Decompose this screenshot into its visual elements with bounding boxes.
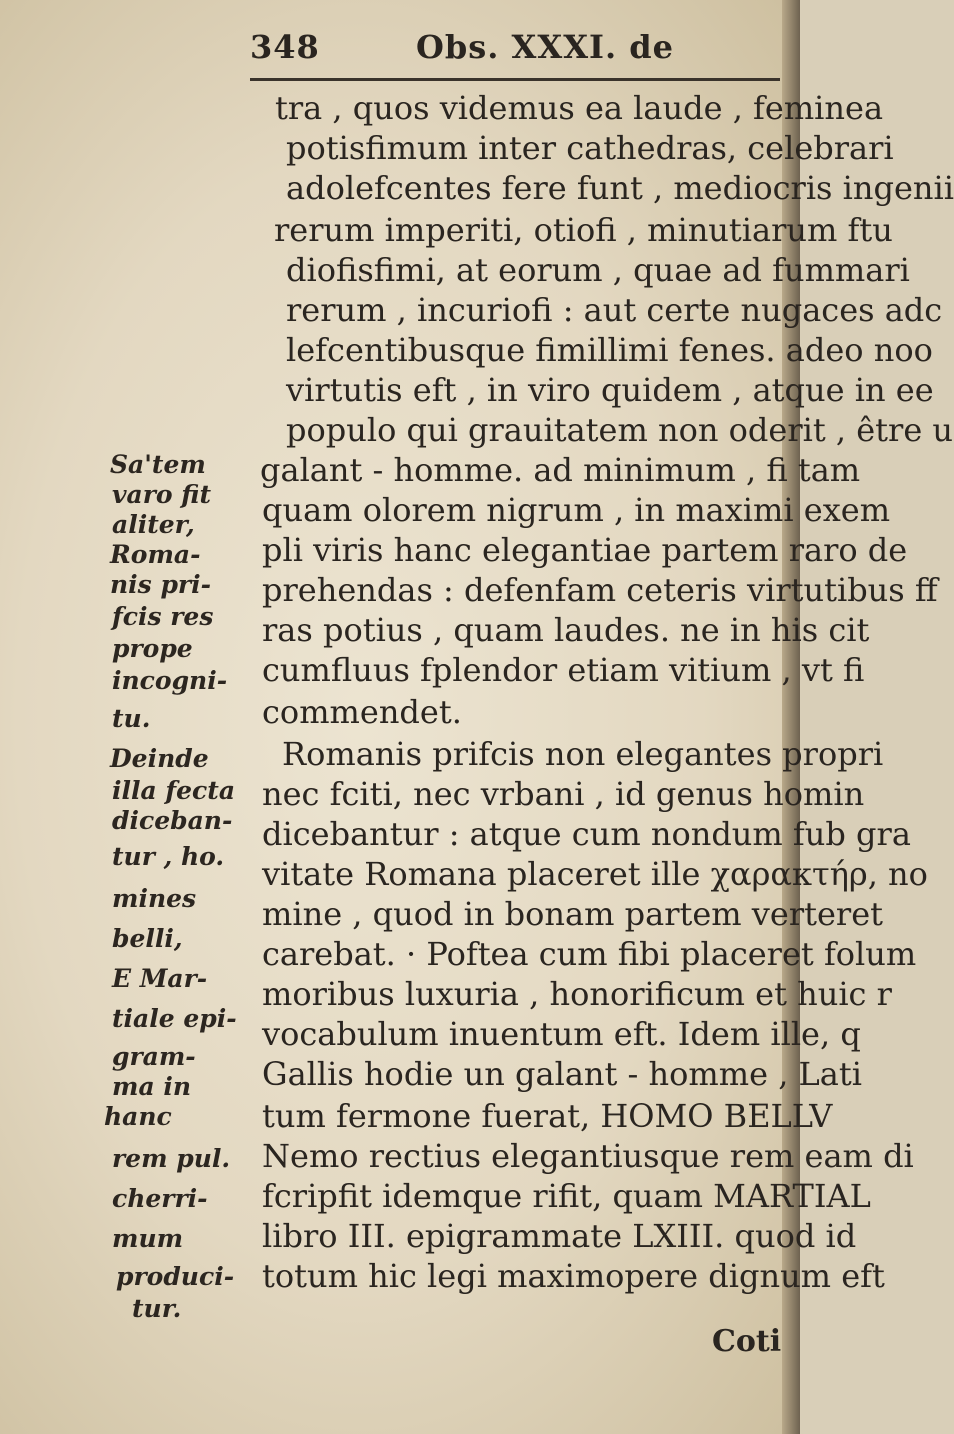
header-rule (250, 78, 780, 81)
text-line: pli viris hanc elegantiae partem raro de (262, 531, 908, 569)
text-line: ras potius , quam laudes. ne in his cit (262, 611, 870, 649)
margin-note: tur. (132, 1294, 182, 1323)
margin-note: ma in (112, 1072, 192, 1101)
text-line: Gallis hodie un galant - homme , Lati (262, 1055, 862, 1093)
text-line: commendet. (262, 693, 462, 731)
text-line: moribus luxuria , honorificum et huic r (262, 975, 892, 1013)
margin-note: tur , ho. (112, 842, 225, 871)
text-line: vocabulum inuentum eft. Idem ille, q (262, 1015, 861, 1053)
text-line: dicebantur : atque cum nondum fub gra (262, 815, 911, 853)
margin-note: Roma- (110, 540, 201, 569)
margin-note: belli, (112, 924, 183, 953)
margin-note: gram- (112, 1042, 196, 1071)
text-line: tum fermone fuerat, HOMO BELLV (262, 1097, 833, 1135)
text-line: prehendas : defenfam ceteris virtutibus ff (262, 571, 938, 609)
text-line: cumfluus fplendor etiam vitium , vt fi (262, 651, 865, 689)
running-head: Obs. XXXI. de (416, 28, 675, 66)
margin-note: diceban- (112, 806, 233, 835)
text-line: virtutis eft , in viro quidem , atque in ee (286, 371, 934, 409)
margin-note: Sa'tem (110, 450, 206, 479)
margin-note: E Mar- (112, 964, 208, 993)
text-line: populo qui grauitatem non oderit , être u (286, 411, 954, 449)
text-line: galant - homme. ad minimum , fi tam (260, 451, 861, 489)
margin-note: cherri- (112, 1184, 208, 1213)
text-line: totum hic legi maximopere dignum eft (262, 1257, 885, 1295)
margin-note: illa fecta (112, 776, 236, 805)
page-number: 348 (250, 28, 320, 66)
text-line: potisfimum inter cathedras, celebrari (286, 129, 894, 167)
margin-note: mines (112, 884, 197, 913)
margin-note: produci- (116, 1262, 235, 1291)
text-line: tra , quos videmus ea laude , feminea (275, 89, 884, 127)
text-line: fcripfit idemque rifit, quam MARTIAL (262, 1177, 871, 1215)
margin-note: aliter, (112, 510, 195, 539)
margin-note: hanc (104, 1102, 172, 1131)
text-line: adolefcentes fere funt , mediocris ingenii (286, 169, 954, 207)
text-line: lefcentibusque fimillimi fenes. adeo noo (286, 331, 933, 369)
text-line: vitate Romana placeret ille χαρακτήρ, no (262, 855, 928, 893)
margin-note: tu. (112, 704, 151, 733)
text-line: diofisfimi, at eorum , quae ad fummari (286, 251, 910, 289)
margin-note: rem pul. (112, 1144, 231, 1173)
margin-note: mum (112, 1224, 184, 1253)
text-line: nec fciti, nec vrbani , id genus homin (262, 775, 865, 813)
text-line: rerum , incuriofi : aut certe nugaces adc (286, 291, 943, 329)
catchword: Coti (712, 1324, 782, 1359)
text-line: libro III. epigrammate LXIII. quod id (262, 1217, 857, 1255)
margin-note: nis pri- (110, 570, 211, 599)
page-header (236, 18, 676, 78)
margin-note: Deinde (110, 744, 209, 773)
text-line: carebat. · Poftea cum fibi placeret folum (262, 935, 917, 973)
margin-note: varo fit (112, 480, 211, 509)
margin-note: incogni- (112, 666, 228, 695)
margin-note: fcis res (112, 602, 214, 631)
margin-note: prope (112, 634, 193, 663)
text-line: rerum imperiti, otiofi , minutiarum ftu (274, 211, 893, 249)
text-line: Nemo rectius elegantiusque rem eam di (262, 1137, 914, 1175)
margin-note: tiale epi- (112, 1004, 237, 1033)
text-line: quam olorem nigrum , in maximi exem (262, 491, 891, 529)
text-line: mine , quod in bonam partem verteret (262, 895, 883, 933)
text-line: Romanis prifcis non elegantes propri (282, 735, 884, 773)
